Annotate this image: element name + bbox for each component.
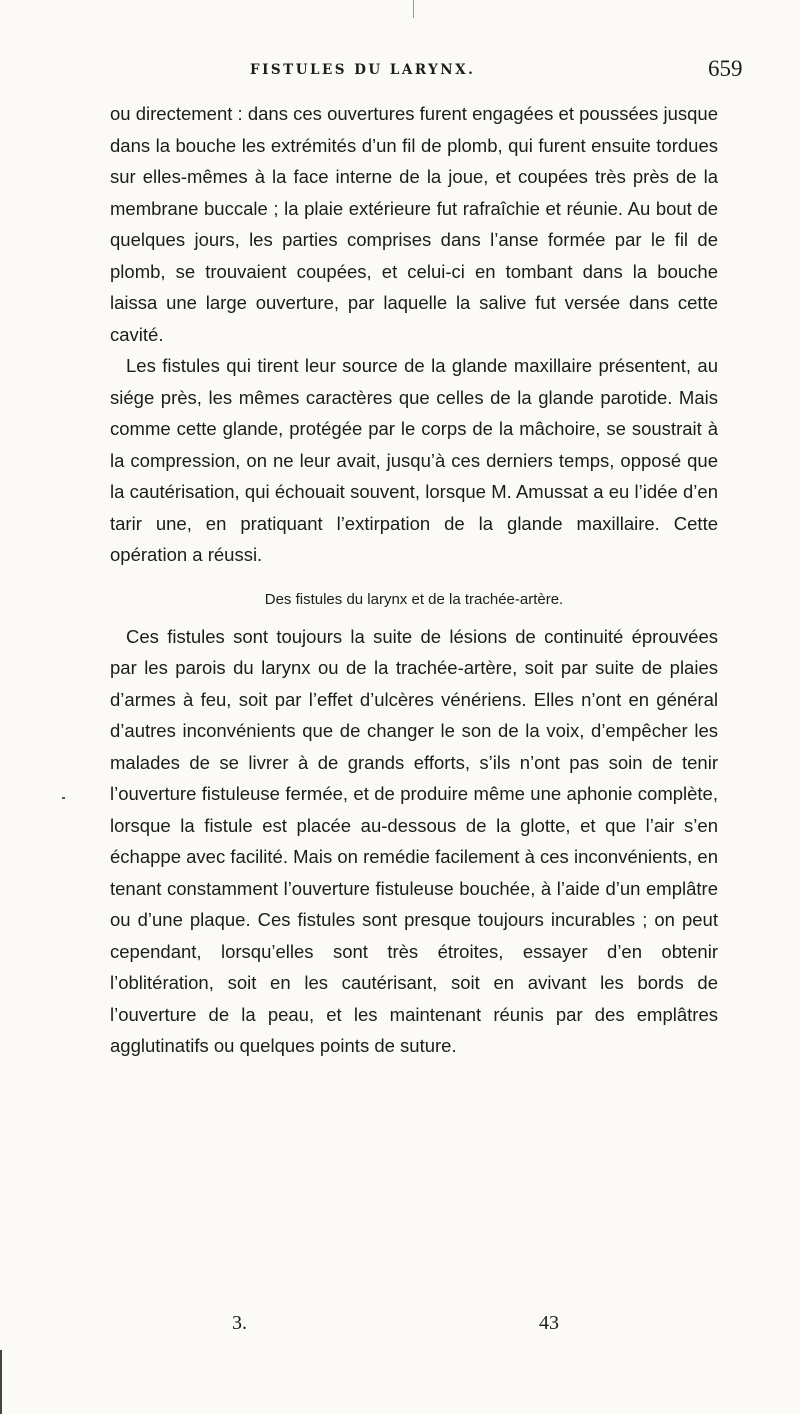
page-footer xyxy=(0,1312,800,1352)
binding-mark xyxy=(413,0,414,18)
section-heading: Des fistules du larynx et de la trachée-artère. xyxy=(264,590,564,608)
signature-mark-right: 43 xyxy=(539,1312,559,1334)
paragraph-larynx-fistulas: Ces fistules sont toujours la suite de lésions de continuité éprouvées par les parois du larynx ou de la trachée-artère, soit par suite de plaies d’armes à feu, soit par l’effet d’ulcères vénériens. Elles n’ont en général d’autres inconvénients que de changer le son de la voix, d’empêcher les malades de se livrer à de grands efforts, s’ils n’ont pas soin de tenir l’ouverture fistuleuse fermée, et de produire même une aphonie complète, lorsque la fistule est placée au-dessous de la glotte, et que l’air s’en échappe avec facilité. Mais on remédie facilement à ces inconvénients, en tenant constamment l’ouverture fistuleuse bouchée, à l’aide d’un emplâtre ou d’une plaque. Ces fistules sont presque toujours incurables ; on peut cependant, lorsqu’elles sont très étroites, essayer d’en obtenir l’oblitération, soit en les cautérisant, soit en avivant les bords de l’ouverture de la peau, et les maintenant réunis par des emplâtres agglutinatifs ou quelques points de suture. xyxy=(110,625,718,1056)
running-head xyxy=(0,56,800,96)
paragraph-continued: ou directement : dans ces ouvertures furent engagées et poussées jusque dans la bouche les extrémités d’un fil de plomb, qui furent ensuite tordues sur elles-mêmes à la face interne de la joue, et coupées très près de la membrane buccale ; la plaie extérieure fut rafraîchie et réunie. Au bout de quelques jours, les parties comprises dans l’anse formée par le fil de plomb, se trouvaient coupées, et celui-ci en tombant dans la bouche laissa une large ouverture, par laquelle la salive fut versée dans cette cavité. xyxy=(110,103,718,345)
page-edge-line xyxy=(0,1350,2,1414)
body-text xyxy=(110,98,718,1062)
page-number: 659 xyxy=(708,56,743,81)
paragraph-maxillary-fistulas: Les fistules qui tirent leur source de la glande maxillaire présentent, au siége près, les mêmes caractères que celles de la glande parotide. Mais comme cette glande, protégée par le corps de la mâchoire, se soustrait à la compression, on ne leur avait, jusqu’à ces derniers temps, opposé que la cautérisation, qui échouait souvent, lorsque M. Amussat a eu l’idée d’en tarir une, en pratiquant l’extirpation de la glande maxillaire. Cette opération a réussi. xyxy=(110,355,718,565)
running-title: FISTULES DU LARYNX. xyxy=(250,62,476,78)
margin-mark xyxy=(62,797,65,799)
signature-mark-left: 3. xyxy=(232,1312,247,1334)
